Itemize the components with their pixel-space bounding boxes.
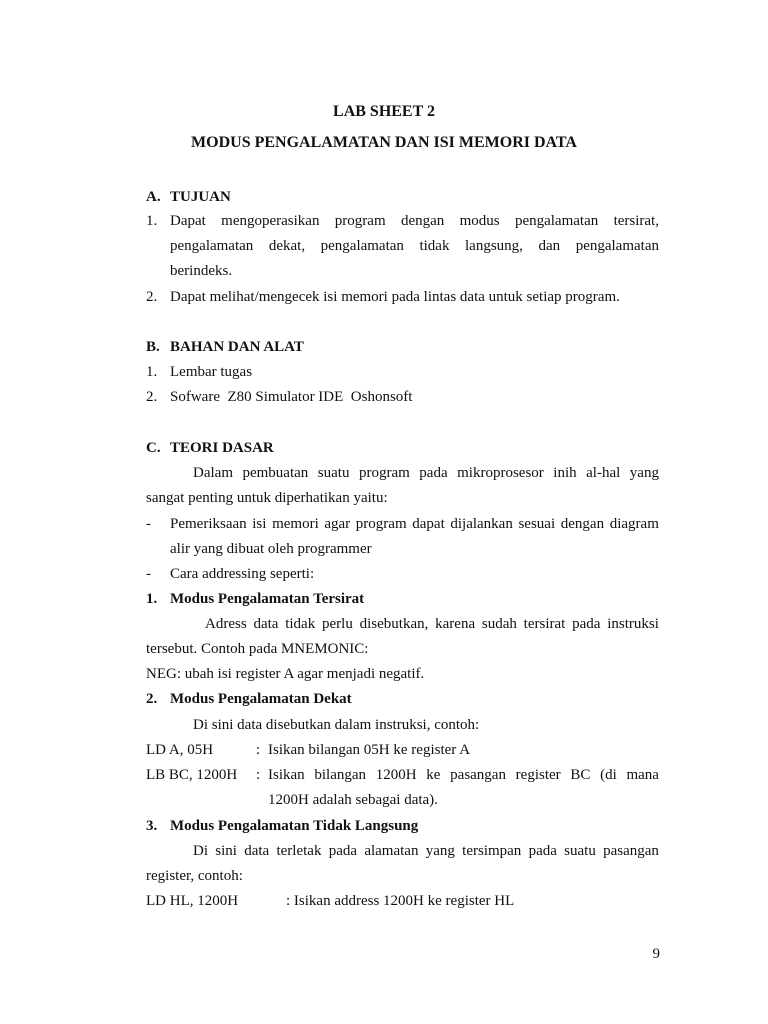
word: suatu <box>564 843 596 859</box>
word: sudah <box>481 616 517 632</box>
word: agar <box>324 516 351 532</box>
subsection-number: 2. <box>146 691 158 707</box>
page-number: 9 <box>652 946 660 962</box>
word: Di <box>193 843 208 859</box>
list-item-number: 2. <box>146 289 158 305</box>
colon-separator: : <box>256 767 261 783</box>
word: langsung, <box>465 238 523 254</box>
word: memori <box>272 516 319 532</box>
word: mengoperasikan <box>221 213 320 229</box>
word: inih <box>553 465 577 481</box>
word: pengalamatan <box>320 238 404 254</box>
word: Dalam <box>193 465 233 481</box>
word: BC <box>570 767 591 783</box>
word: sini <box>215 843 237 859</box>
section-b-label: B. <box>146 339 160 355</box>
list-item-text: berindeks. <box>170 263 233 279</box>
list-item-number: 1. <box>146 364 158 380</box>
word: pada <box>572 616 601 632</box>
word: Dapat <box>170 213 206 229</box>
section-b-heading: BAHAN DAN ALAT <box>170 339 304 355</box>
section-c-heading: TEORI DASAR <box>170 440 274 456</box>
word: modus <box>459 213 500 229</box>
word: tidak <box>285 616 316 632</box>
word: dan <box>538 238 561 254</box>
example-description: Isikan bilangan 05H ke register A <box>268 742 471 758</box>
word: pembuatan <box>242 465 309 481</box>
paragraph-text: register, contoh: <box>146 868 243 884</box>
subsection-number: 3. <box>146 818 158 834</box>
word: alamatan <box>364 843 419 859</box>
word: Pemeriksaan <box>170 516 247 532</box>
word: data <box>244 843 270 859</box>
word: program <box>334 213 386 229</box>
word: yang <box>425 843 455 859</box>
list-item-text: Sofware Z80 Simulator IDE Oshonsoft <box>170 389 413 405</box>
word: tersirat <box>523 616 566 632</box>
word: tidak <box>419 238 450 254</box>
subsection-heading: Modus Pengalamatan Dekat <box>170 691 352 707</box>
list-item-number: 2. <box>146 389 158 405</box>
document-subtitle: MODUS PENGALAMATAN DAN ISI MEMORI DATA <box>191 134 577 151</box>
word: suatu <box>317 465 350 481</box>
word: dengan <box>560 516 605 532</box>
word: tersimpan <box>462 843 522 859</box>
example-description: : Isikan address 1200H ke register HL <box>286 893 515 909</box>
word: pengalamatan <box>575 238 659 254</box>
subsection-heading: Modus Pengalamatan Tidak Langsung <box>170 818 419 834</box>
lab-sheet-title: LAB SHEET 2 <box>333 103 435 120</box>
word: pada <box>328 843 358 859</box>
word: instruksi <box>607 616 659 632</box>
bullet-text: alir yang dibuat oleh programmer <box>170 541 372 557</box>
justified-line <box>170 515 659 533</box>
word: dijalankan <box>450 516 513 532</box>
list-item-number: 1. <box>146 213 158 229</box>
word: dekat, <box>268 238 306 254</box>
bullet-dash: - <box>146 566 151 582</box>
word: pada <box>528 843 557 859</box>
paragraph-text: tersebut. Contoh pada MNEMONIC: <box>146 641 369 657</box>
word: ke <box>426 767 441 783</box>
word: register <box>515 767 561 783</box>
word: tersirat, <box>613 213 659 229</box>
justified-line <box>193 464 659 482</box>
example-description: 1200H adalah sebagai data). <box>268 792 438 808</box>
justified-line <box>268 766 659 784</box>
word: terletak <box>276 843 322 859</box>
word: pengalamatan <box>514 213 599 229</box>
word: pengalamatan <box>170 238 254 254</box>
word: program <box>358 465 410 481</box>
code-example: LD A, 05H <box>146 742 214 758</box>
subsection-heading: Modus Pengalamatan Tersirat <box>170 591 365 607</box>
example-text: NEG: ubah isi register A agar menjadi negatif. <box>146 666 425 682</box>
word: Adress <box>205 616 247 632</box>
section-a-heading: TUJUAN <box>170 189 231 205</box>
word: mana <box>626 767 659 783</box>
word: bilangan <box>314 767 367 783</box>
colon-separator: : <box>256 742 261 758</box>
list-item-text: Dapat melihat/mengecek isi memori pada lintas data untuk setiap program. <box>170 289 620 305</box>
word: isi <box>252 516 267 532</box>
word: dengan <box>400 213 445 229</box>
justified-line <box>170 237 659 255</box>
paragraph-text: Di sini data disebutkan dalam instruksi, contoh: <box>193 717 480 733</box>
section-c-label: C. <box>146 440 161 456</box>
word: perlu <box>322 616 353 632</box>
word: sesuai <box>518 516 556 532</box>
code-example: LB BC, 1200H <box>146 767 238 783</box>
word: karena <box>435 616 476 632</box>
word: mikroprosesor <box>457 465 544 481</box>
word: al-hal <box>586 465 621 481</box>
word: (di <box>600 767 617 783</box>
word: 1200H <box>375 767 417 783</box>
word: dapat <box>412 516 445 532</box>
word: Isikan <box>268 767 305 783</box>
bullet-dash: - <box>146 516 151 532</box>
word: pasangan <box>603 843 659 859</box>
word: disebutkan, <box>359 616 429 632</box>
word: program <box>355 516 407 532</box>
paragraph-text: sangat penting untuk diperhatikan yaitu: <box>146 490 388 506</box>
word: pasangan <box>450 767 506 783</box>
section-a-label: A. <box>146 189 161 205</box>
word: diagram <box>609 516 659 532</box>
word: yang <box>629 465 659 481</box>
word: pada <box>419 465 448 481</box>
justified-line <box>193 842 659 860</box>
justified-line <box>205 615 659 633</box>
justified-line <box>170 212 659 230</box>
code-example: LD HL, 1200H <box>146 893 239 909</box>
subsection-number: 1. <box>146 591 158 607</box>
list-item-text: Lembar tugas <box>170 364 253 380</box>
word: data <box>253 616 279 632</box>
bullet-text: Cara addressing seperti: <box>170 566 315 582</box>
